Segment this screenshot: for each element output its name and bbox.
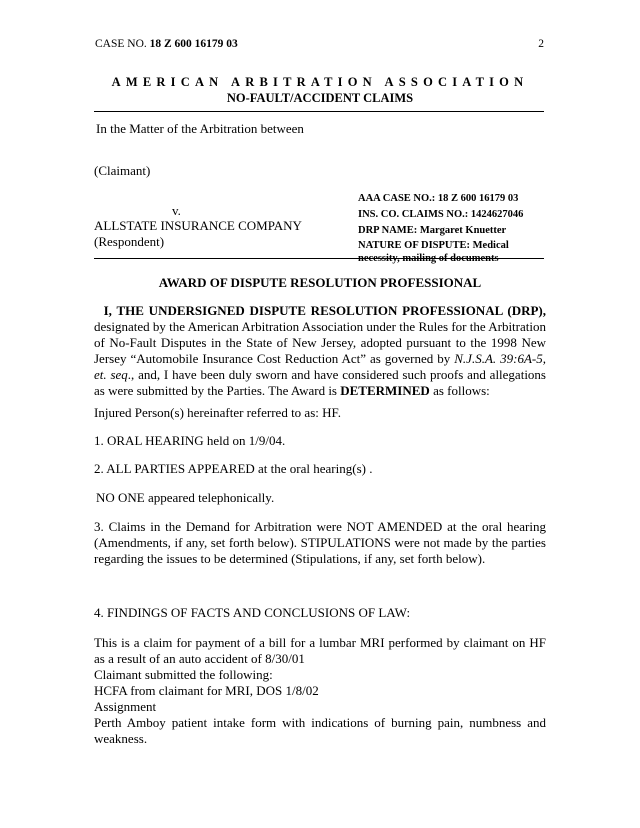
statute-reference: N.J.S.A. 39:6A-5, et. seq bbox=[94, 351, 547, 382]
claims-subtitle: NO-FAULT/ACCIDENT CLAIMS bbox=[226, 91, 414, 105]
case-label: CASE NO. bbox=[95, 38, 147, 50]
findings-intake-form: Perth Amboy patient intake form with indications of burning pain, numbness and weakness. bbox=[94, 715, 546, 746]
drp-name: DRP NAME: Margaret Knuetter bbox=[358, 225, 507, 236]
intro-text-1: designated by the American Arbitration Association under the Rules for the Arbitration of No-Fault Disputes in the State of New Jersey, adopted pursuant to the 1998 New Jersey “Automobile Insurance Cost Reduction Act” as governed by bbox=[94, 319, 546, 366]
intro-text-2: ., and, I have been duly sworn and have considered such proofs and allegations as were submitted by the Parties. The Award is bbox=[94, 367, 546, 398]
caption-divider bbox=[94, 258, 544, 259]
claimant-label: (Claimant) bbox=[94, 163, 151, 178]
determined-keyword: DETERMINED bbox=[340, 383, 430, 398]
findings-claim: This is a claim for payment of a bill for a lumbar MRI performed by claimant on HF as a result of an auto accident of 8/30/01 bbox=[94, 635, 546, 666]
findings-heading: 4. FINDINGS OF FACTS AND CONCLUSIONS OF LAW: bbox=[94, 605, 411, 620]
aaa-case-number: AAA CASE NO.: 18 Z 600 16179 03 bbox=[358, 193, 519, 204]
case-number-header bbox=[95, 38, 238, 50]
award-intro-paragraph bbox=[94, 303, 546, 399]
case-number: 18 Z 600 16179 03 bbox=[149, 38, 238, 50]
versus-label: v. bbox=[172, 203, 181, 218]
claims-amended-item: 3. Claims in the Demand for Arbitration were NOT AMENDED at the oral hearing (Amendments, if any, set forth below). STIPULATIONS were not made by the parties regarding the issues to be determined (Stipulations, if any, set forth below). bbox=[94, 519, 546, 566]
findings-hcfa: HCFA from claimant for MRI, DOS 1/8/02 bbox=[94, 683, 319, 698]
oral-hearing-item: 1. ORAL HEARING held on 1/9/04. bbox=[94, 433, 286, 448]
findings-assignment: Assignment bbox=[94, 699, 157, 714]
dispute-label: NATURE OF DISPUTE: bbox=[358, 240, 471, 251]
findings-submitted: Claimant submitted the following: bbox=[94, 667, 273, 682]
dispute-value: Medical necessity, mailing of documents bbox=[358, 240, 509, 264]
page-number: 2 bbox=[538, 38, 544, 50]
respondent-label: (Respondent) bbox=[94, 234, 165, 249]
association-title: AMERICAN ARBITRATION ASSOCIATION bbox=[111, 75, 529, 89]
award-title: AWARD OF DISPUTE RESOLUTION PROFESSIONAL bbox=[158, 275, 482, 290]
matter-caption: In the Matter of the Arbitration between bbox=[96, 121, 304, 136]
case-info-block bbox=[358, 191, 548, 265]
respondent-name: ALLSTATE INSURANCE COMPANY bbox=[94, 218, 302, 233]
intro-lead: I, THE UNDERSIGNED DISPUTE RESOLUTION PROFESSIONAL (DRP), bbox=[103, 303, 546, 318]
injured-person-line: Injured Person(s) hereinafter referred to as: HF. bbox=[94, 405, 341, 420]
intro-text-3: as follows: bbox=[433, 383, 490, 398]
parties-appeared-item: 2. ALL PARTIES APPEARED at the oral hearing(s) . bbox=[94, 461, 373, 476]
nature-of-dispute bbox=[358, 239, 548, 265]
findings-body bbox=[94, 635, 546, 747]
title-divider bbox=[94, 111, 544, 112]
telephonic-line: NO ONE appeared telephonically. bbox=[96, 490, 275, 505]
insurance-claim-number: INS. CO. CLAIMS NO.: 1424627046 bbox=[358, 209, 524, 220]
